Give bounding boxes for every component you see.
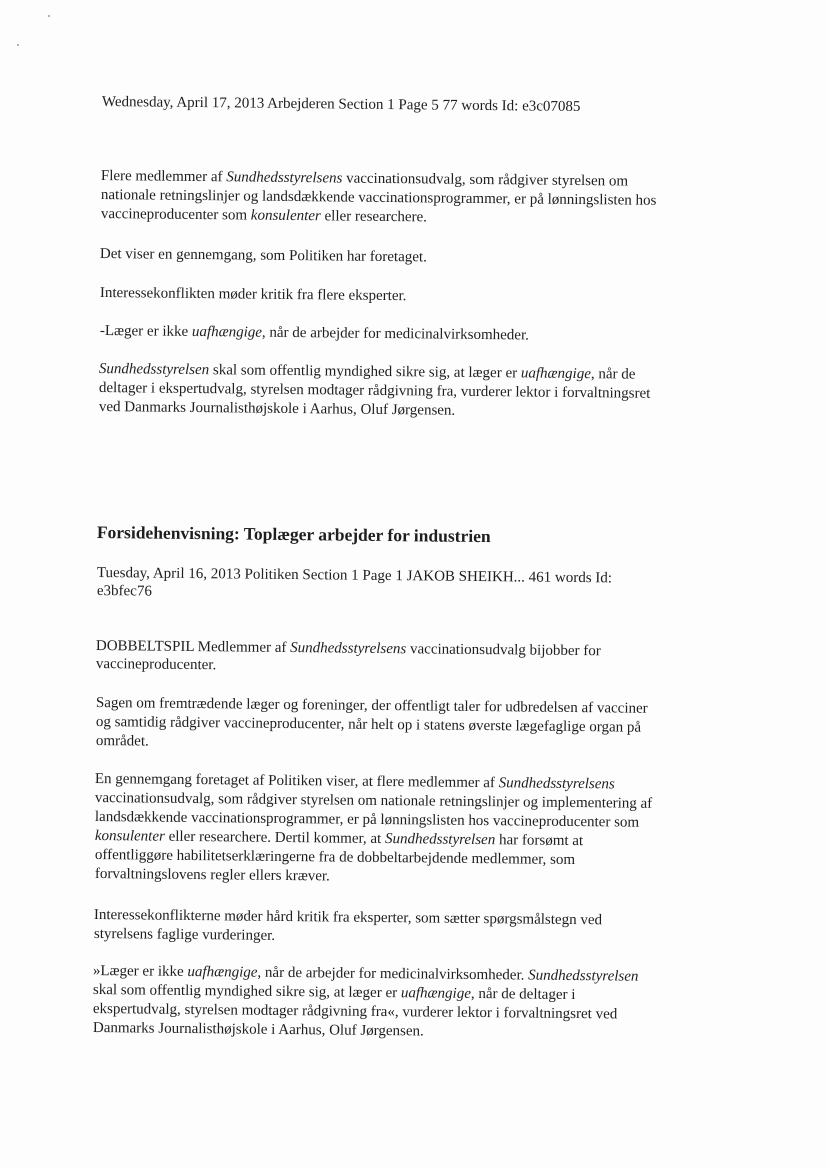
article2-meta-line1: Tuesday, April 16, 2013 Politiken Section 1 Page 1 JAKOB SHEIKH... 461 words Id:	[96, 564, 613, 587]
article2-p2-line1: Sagen om fremtrædende læger og foreninger, der offentligt taler for udbredelsen af vacciner	[95, 694, 648, 717]
scan-speck	[48, 15, 50, 17]
article2-p1-line1: DOBBELTSPIL Medlemmer af Sundhedsstyrelsens vaccinationsudvalg bijobber for	[95, 637, 601, 660]
article2-p5-line4: Danmarks Journalisthøjskole i Aarhus, Oluf Jørgensen.	[92, 1019, 424, 1040]
article1-p5-line3: ved Danmarks Journalisthøjskole i Aarhus, Oluf Jørgensen.	[98, 398, 456, 419]
article2-headline: Forsidehenvisning: Toplæger arbejder for industrien	[96, 521, 491, 547]
article2-p3-line2: vaccinationsudvalg, som rådgiver styrelsen om nationale retningslinjer og implementering af	[94, 789, 653, 812]
article1-p5-line2: deltager i ekspertudvalg, styrelsen modtager rådgivning fra, vurderer lektor i forvaltningsret	[98, 379, 651, 402]
article1-meta: Wednesday, April 17, 2013 Arbejderen Section 1 Page 5 77 words Id: e3c07085	[101, 93, 581, 116]
article2-p3-line4: konsulenter eller researchere. Dertil kommer, at Sundhedsstyrelsen har forsømt at	[94, 827, 584, 850]
article1-p2: Det viser en gennemgang, som Politiken har foretaget.	[99, 245, 427, 266]
article2-p3-line3: landsdækkende vaccinationsprogrammer, er på lønningslisten hos vaccineproducenter som	[94, 808, 640, 831]
article2-p3-line5: offentliggøre habilitetserklæringerne fra de dobbeltarbejdende medlemmer, som	[94, 846, 576, 869]
scan-speck	[17, 44, 19, 46]
article2-p4-line2: styrelsens faglige vurderinger.	[93, 925, 276, 944]
article1-p1-line1: Flere medlemmer af Sundhedsstyrelsens vaccinationsudvalg, som rådgiver styrelsen om	[100, 167, 629, 190]
article2-p5-line2: skal som offentlig myndighed sikre sig, at læger er uafhængige, når de deltager i	[92, 981, 576, 1004]
article2-p5-line1: »Læger er ikke uafhængige, når de arbejder for medicinalvirksomheder. Sundhedsstyrelsen	[92, 962, 639, 985]
article2-p3-line6: forvaltningslovens regler ellers kræver.	[94, 865, 330, 885]
article2-p2-line3: området.	[95, 732, 149, 750]
article2-p4-line1: Interessekonflikterne møder hård kritik fra eksperter, som sætter spørgsmålstegn ved	[93, 906, 603, 929]
article1-p1-line2: nationale retningslinjer og landsdækkende vaccinationsprogrammer, er på lønningslisten hos	[100, 186, 657, 209]
article2-p5-line3: ekspertudvalg, styrelsen modtager rådgivning fra«, vurderer lektor i forvaltningsret ved	[92, 1000, 618, 1023]
article2-p1-line2: vaccineproducenter.	[95, 655, 217, 674]
article1-p3: Interessekonflikten møder kritik fra flere eksperter.	[99, 284, 407, 305]
article1-p5-line1: Sundhedsstyrelsen skal som offentlig myndighed sikre sig, at læger er uafhængige, når de	[98, 360, 636, 383]
article2-p3-line1: En gennemgang foretaget af Politiken viser, at flere medlemmer af Sundhedsstyrelsens	[94, 770, 615, 793]
article1-p1-line3: vaccineproducenter som konsulenter eller researchere.	[100, 205, 428, 226]
article2-meta-line2: e3bfec76	[96, 582, 152, 600]
article2-p2-line2: og samtidig rådgiver vaccineproducenter, når helt op i statens øverste lægefaglige organ på	[95, 713, 642, 736]
article1-p4: -Læger er ikke uafhængige, når de arbejder for medicinalvirksomheder.	[99, 322, 529, 344]
